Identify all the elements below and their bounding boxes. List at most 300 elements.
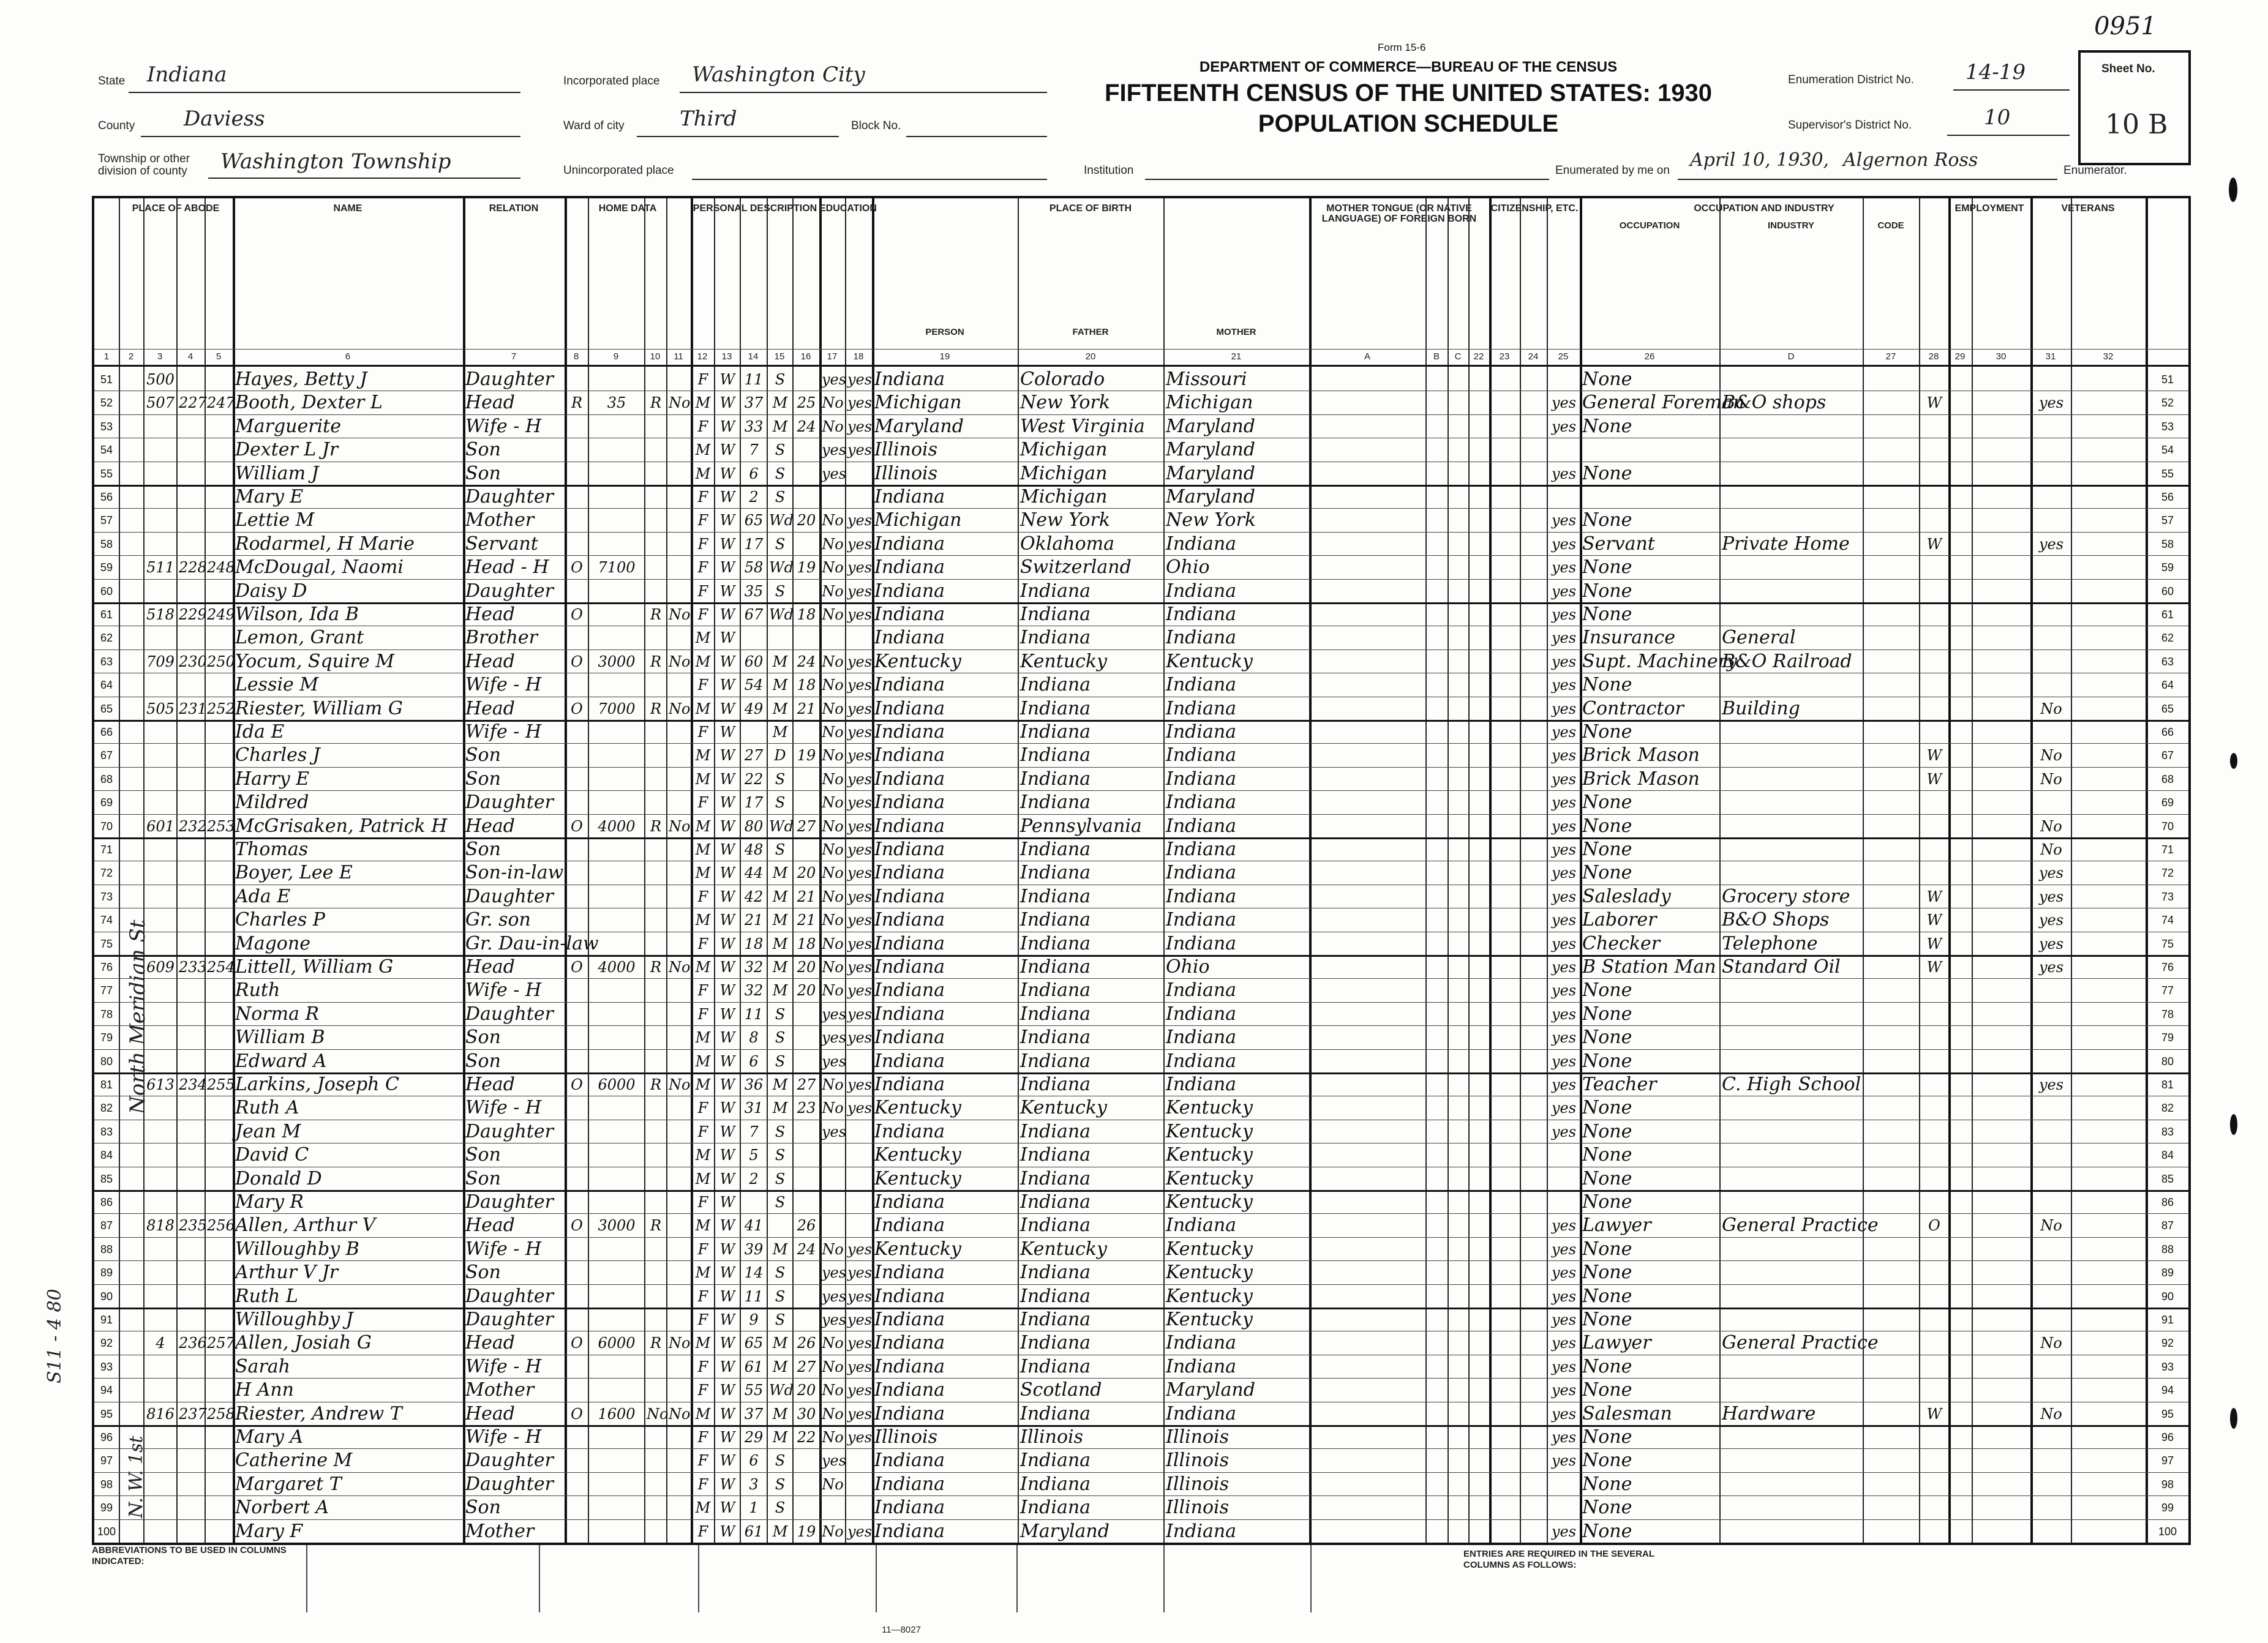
enumerated-label: Enumerated by me on bbox=[1555, 164, 1670, 177]
cell-farm: No bbox=[669, 1405, 691, 1423]
cell-sex: F bbox=[697, 1522, 708, 1540]
cell-veteran: No bbox=[2040, 747, 2062, 765]
line-number-right: 93 bbox=[2161, 1360, 2174, 1373]
state-value: Indiana bbox=[147, 62, 227, 87]
cell-relation: Head bbox=[465, 650, 516, 672]
cell-birth: Indiana bbox=[874, 1027, 945, 1049]
cell-father: Indiana bbox=[1020, 1402, 1091, 1424]
cell-father: Indiana bbox=[1020, 1191, 1091, 1213]
column-number: C bbox=[1454, 351, 1462, 362]
cell-birth: Indiana bbox=[874, 604, 945, 625]
cell-farm: No bbox=[669, 1334, 691, 1352]
column-group-header: NAME bbox=[333, 203, 362, 214]
punch-mark bbox=[2230, 753, 2237, 769]
column-number: 24 bbox=[1528, 351, 1539, 362]
cell-relation: Son bbox=[465, 1262, 501, 1284]
cell-mother: Indiana bbox=[1166, 862, 1237, 884]
cell-father: Indiana bbox=[1020, 1473, 1091, 1495]
cell-tenure: O bbox=[571, 959, 583, 976]
table-row bbox=[94, 508, 2188, 531]
cell-sex: M bbox=[695, 1217, 711, 1235]
cell-birth: Indiana bbox=[874, 697, 945, 719]
cell-english: yes bbox=[1551, 1334, 1577, 1352]
cell-birth: Indiana bbox=[874, 979, 945, 1001]
cell-tenure: O bbox=[571, 559, 583, 577]
cell-value: 4000 bbox=[598, 817, 636, 835]
sheet-label: Sheet No. bbox=[2101, 62, 2155, 75]
cell-marital: M bbox=[772, 935, 788, 952]
cell-mother: Maryland bbox=[1166, 415, 1255, 437]
cell-occupation: None bbox=[1582, 1450, 1632, 1472]
cell-father: Indiana bbox=[1020, 674, 1091, 696]
column-number: 17 bbox=[827, 351, 838, 362]
cell-school: yes bbox=[822, 465, 847, 482]
cell-read: yes bbox=[847, 1099, 873, 1117]
cell-mother: Maryland bbox=[1166, 439, 1255, 461]
cell-industry: Building bbox=[1722, 697, 1800, 719]
cell-occupation: None bbox=[1582, 1238, 1632, 1260]
cell-dwelling: 236 bbox=[179, 1334, 207, 1352]
table-row bbox=[94, 790, 2188, 814]
cell-father: Michigan bbox=[1020, 439, 1108, 461]
cell-age: 6 bbox=[749, 1452, 759, 1470]
line-number: 80 bbox=[100, 1055, 113, 1068]
cell-marital: M bbox=[772, 724, 788, 741]
cell-relation: Daughter bbox=[465, 1285, 554, 1307]
cell-read: yes bbox=[847, 747, 873, 765]
line-number-right: 57 bbox=[2161, 514, 2174, 527]
cell-sex: M bbox=[695, 1170, 711, 1188]
cell-read: yes bbox=[847, 864, 873, 882]
cell-name: Dexter L Jr bbox=[235, 439, 339, 461]
cell-race: W bbox=[719, 1334, 735, 1352]
cell-marital: M bbox=[772, 394, 788, 412]
cell-name: Ida E bbox=[235, 721, 285, 743]
cell-english: yes bbox=[1551, 959, 1577, 976]
cell-english: yes bbox=[1551, 629, 1577, 647]
cell-name: Yocum, Squire M bbox=[235, 650, 394, 672]
cell-name: Sarah bbox=[235, 1355, 290, 1377]
cell-mother: Indiana bbox=[1166, 792, 1237, 814]
table-row bbox=[94, 532, 2188, 555]
line-number-right: 63 bbox=[2161, 655, 2174, 668]
cell-mother: Indiana bbox=[1166, 1520, 1237, 1542]
cell-race: W bbox=[719, 982, 735, 1000]
cell-age-married: 24 bbox=[797, 417, 816, 435]
cell-relation: Daughter bbox=[465, 1450, 554, 1472]
cell-sex: F bbox=[697, 794, 708, 812]
line-number: 73 bbox=[100, 890, 113, 903]
cell-mother: Maryland bbox=[1166, 486, 1255, 507]
cell-sex: F bbox=[697, 1005, 708, 1023]
cell-birth: Indiana bbox=[874, 1309, 945, 1330]
cell-mother: Maryland bbox=[1166, 1379, 1255, 1401]
cell-marital: D bbox=[774, 747, 786, 765]
line-number: 91 bbox=[100, 1314, 113, 1326]
cell-occupation: None bbox=[1582, 815, 1632, 837]
cell-name: Mary A bbox=[235, 1426, 304, 1448]
cell-occupation: None bbox=[1582, 1473, 1632, 1495]
cell-occupation: Brick Mason bbox=[1582, 744, 1700, 766]
county-label: County bbox=[98, 119, 135, 132]
cell-name: William J bbox=[235, 462, 319, 484]
cell-read: yes bbox=[847, 841, 873, 858]
cell-birth: Indiana bbox=[874, 1214, 945, 1237]
line-number-right: 92 bbox=[2161, 1337, 2174, 1350]
cell-occupation: None bbox=[1582, 1355, 1632, 1377]
cell-age-married: 20 bbox=[797, 512, 816, 530]
cell-marital: S bbox=[775, 1499, 786, 1517]
cell-mother: Kentucky bbox=[1166, 1120, 1253, 1142]
cell-marital: M bbox=[772, 982, 788, 1000]
cell-industry: B&O Shops bbox=[1722, 909, 1830, 931]
column-number: 1 bbox=[103, 351, 110, 362]
cell-relation: Head bbox=[465, 1402, 516, 1424]
cell-marital: M bbox=[772, 1099, 788, 1117]
cell-mother: Indiana bbox=[1166, 1355, 1237, 1377]
cell-marital: M bbox=[772, 1240, 788, 1258]
cell-relation: Head bbox=[465, 815, 516, 837]
cell-mother: Ohio bbox=[1166, 956, 1210, 978]
table-row bbox=[94, 1495, 2188, 1519]
cell-age-married: 21 bbox=[797, 888, 816, 905]
cell-birth: Indiana bbox=[874, 1355, 945, 1377]
cell-father: Michigan bbox=[1020, 486, 1108, 507]
cell-read: yes bbox=[847, 417, 873, 435]
line-number: 79 bbox=[100, 1031, 113, 1044]
enum-district-label: Enumeration District No. bbox=[1788, 73, 1914, 86]
table-row bbox=[94, 602, 2188, 626]
supervisor-value: 10 bbox=[1984, 105, 2011, 130]
cell-birth: Indiana bbox=[874, 1285, 945, 1307]
cell-occupation: None bbox=[1582, 979, 1632, 1001]
line-number-right: 83 bbox=[2161, 1125, 2174, 1138]
cell-marital: Wd bbox=[769, 512, 794, 530]
table-row bbox=[94, 1331, 2188, 1354]
cell-age-married: 22 bbox=[797, 1429, 816, 1446]
cell-race: W bbox=[719, 1147, 735, 1164]
left-margin-note: S11 - 4 80 bbox=[44, 1289, 66, 1383]
line-number: 83 bbox=[100, 1125, 113, 1138]
cell-race: W bbox=[719, 841, 735, 858]
cell-father: Indiana bbox=[1020, 1332, 1091, 1354]
cell-name: Riester, William G bbox=[235, 697, 403, 719]
cell-read: yes bbox=[847, 1311, 873, 1328]
cell-name: Marguerite bbox=[235, 415, 341, 437]
cell-relation: Daughter bbox=[465, 580, 554, 602]
cell-race: W bbox=[719, 559, 735, 577]
cell-birth: Indiana bbox=[874, 815, 945, 837]
column-group-header: CITIZENSHIP, ETC. bbox=[1490, 203, 1579, 214]
cell-age-married: 19 bbox=[797, 559, 816, 577]
cell-marital: S bbox=[775, 1029, 786, 1047]
line-number-right: 81 bbox=[2161, 1079, 2174, 1091]
column-group-header: OCCUPATION AND INDUSTRY bbox=[1694, 203, 1834, 214]
cell-father: Indiana bbox=[1020, 604, 1091, 625]
cell-english: yes bbox=[1551, 559, 1577, 577]
column-number: 4 bbox=[187, 351, 193, 362]
cell-sex: M bbox=[695, 1334, 711, 1352]
cell-father: Maryland bbox=[1020, 1520, 1110, 1542]
cell-radio: No bbox=[647, 1405, 669, 1423]
cell-race: W bbox=[719, 959, 735, 976]
cell-value: 4000 bbox=[598, 959, 636, 976]
cell-read: yes bbox=[847, 1405, 873, 1423]
cell-marital: M bbox=[772, 1405, 788, 1423]
cell-family: 258 bbox=[207, 1405, 235, 1423]
cell-relation: Son bbox=[465, 1050, 501, 1072]
cell-occupation: None bbox=[1582, 839, 1632, 860]
cell-name: McGrisaken, Patrick H bbox=[235, 815, 448, 837]
line-number-right: 67 bbox=[2161, 749, 2174, 762]
line-number: 87 bbox=[100, 1219, 113, 1232]
cell-name: Mildred bbox=[235, 792, 309, 814]
cell-father: Indiana bbox=[1020, 885, 1091, 907]
cell-marital: M bbox=[772, 1076, 788, 1093]
cell-english: yes bbox=[1551, 1123, 1577, 1140]
cell-read: yes bbox=[847, 1029, 873, 1047]
cell-english: yes bbox=[1551, 1099, 1577, 1117]
cell-house: 4 bbox=[156, 1334, 165, 1352]
column-number: A bbox=[1364, 351, 1370, 362]
cell-birth: Indiana bbox=[874, 1262, 945, 1284]
block-label: Block No. bbox=[851, 119, 901, 132]
cell-occupation: None bbox=[1582, 1097, 1632, 1119]
cell-race: W bbox=[719, 864, 735, 882]
cell-english: yes bbox=[1551, 935, 1577, 952]
cell-english: yes bbox=[1551, 794, 1577, 812]
line-number: 98 bbox=[100, 1478, 113, 1491]
cell-birth: Indiana bbox=[874, 1120, 945, 1142]
cell-marital: S bbox=[775, 582, 786, 600]
cell-sex: M bbox=[695, 394, 711, 412]
table-row bbox=[94, 837, 2188, 861]
line-number: 92 bbox=[100, 1337, 113, 1350]
cell-read: yes bbox=[847, 653, 873, 670]
supervisor-label: Supervisor's District No. bbox=[1788, 119, 1912, 132]
cell-radio: R bbox=[650, 1217, 662, 1235]
cell-age: 14 bbox=[744, 1264, 764, 1282]
cell-mother: Indiana bbox=[1166, 932, 1237, 954]
cell-school: No bbox=[822, 582, 844, 600]
cell-birth: Indiana bbox=[874, 862, 945, 884]
ward-label: Ward of city bbox=[563, 119, 625, 132]
cell-sex: M bbox=[695, 1052, 711, 1070]
cell-marital: M bbox=[772, 1429, 788, 1446]
cell-school: No bbox=[822, 1334, 844, 1352]
incorporated-label: Incorporated place bbox=[563, 75, 660, 88]
cell-age-married: 20 bbox=[797, 864, 816, 882]
cell-relation: Son bbox=[465, 744, 501, 766]
cell-english: yes bbox=[1551, 653, 1577, 670]
cell-worker: W bbox=[1926, 747, 1942, 765]
cell-sex: F bbox=[697, 535, 708, 553]
line-number: 77 bbox=[100, 984, 113, 997]
table-row bbox=[94, 1448, 2188, 1472]
cell-race: W bbox=[719, 1217, 735, 1235]
cell-read: yes bbox=[847, 371, 873, 388]
table-row bbox=[94, 438, 2188, 461]
line-number-right: 84 bbox=[2161, 1149, 2174, 1162]
cell-farm: No bbox=[669, 1076, 691, 1093]
cell-english: yes bbox=[1551, 1005, 1577, 1023]
line-number: 97 bbox=[100, 1454, 113, 1467]
cell-school: No bbox=[822, 606, 844, 623]
cell-race: W bbox=[719, 512, 735, 530]
cell-english: yes bbox=[1551, 888, 1577, 905]
cell-radio: R bbox=[650, 700, 662, 717]
line-number-right: 69 bbox=[2161, 796, 2174, 809]
cell-name: Wilson, Ida B bbox=[235, 604, 359, 625]
table-row bbox=[94, 1167, 2188, 1190]
cell-english: yes bbox=[1551, 1240, 1577, 1258]
cell-occupation: Supt. Machinery bbox=[1582, 650, 1737, 672]
cell-name: Lemon, Grant bbox=[235, 627, 364, 649]
cell-marital: S bbox=[775, 1264, 786, 1282]
cell-race: W bbox=[719, 676, 735, 694]
cell-occupation: Saleslady bbox=[1582, 885, 1671, 907]
cell-age: 11 bbox=[744, 1287, 764, 1305]
cell-occupation: None bbox=[1582, 1050, 1632, 1072]
cell-occupation: None bbox=[1582, 1144, 1632, 1166]
cell-sex: F bbox=[697, 417, 708, 435]
line-number: 81 bbox=[100, 1079, 113, 1091]
cell-dwelling: 235 bbox=[179, 1217, 207, 1235]
cell-radio: R bbox=[650, 653, 662, 670]
cell-name: McDougal, Naomi bbox=[235, 556, 404, 578]
line-number: 69 bbox=[100, 796, 113, 809]
cell-sex: F bbox=[697, 982, 708, 1000]
cell-age: 29 bbox=[744, 1429, 764, 1446]
cell-age: 1 bbox=[749, 1499, 759, 1517]
cell-age: 11 bbox=[744, 1005, 764, 1023]
cell-read: yes bbox=[847, 911, 873, 929]
column-number: 15 bbox=[774, 351, 785, 362]
line-number-right: 100 bbox=[2158, 1525, 2177, 1538]
cell-occupation: None bbox=[1582, 415, 1632, 437]
line-number: 70 bbox=[100, 820, 113, 833]
cell-occupation: Brick Mason bbox=[1582, 768, 1700, 790]
cell-english: yes bbox=[1551, 1382, 1577, 1399]
cell-birth: Indiana bbox=[874, 1003, 945, 1025]
punch-mark bbox=[2230, 1114, 2237, 1135]
cell-name: Edward A bbox=[235, 1050, 327, 1072]
cell-name: Charles P bbox=[235, 909, 325, 931]
cell-worker: W bbox=[1926, 535, 1942, 553]
cell-relation: Daughter bbox=[465, 792, 554, 814]
cell-english: yes bbox=[1551, 1358, 1577, 1375]
cell-english: yes bbox=[1551, 1405, 1577, 1423]
cell-occupation: None bbox=[1582, 509, 1632, 531]
cell-school: No bbox=[822, 1358, 844, 1375]
abbreviations-title: ABBREVIATIONS TO BE USED IN COLUMNS INDICATED: bbox=[92, 1545, 287, 1566]
cell-race: W bbox=[719, 1264, 735, 1282]
cell-mother: Ohio bbox=[1166, 556, 1210, 578]
table-row bbox=[94, 932, 2188, 955]
table-row bbox=[94, 367, 2188, 391]
cell-mother: New York bbox=[1166, 509, 1256, 531]
cell-birth: Illinois bbox=[874, 462, 938, 484]
cell-race: W bbox=[719, 465, 735, 482]
table-row bbox=[94, 720, 2188, 743]
table-row bbox=[94, 414, 2188, 438]
cell-age-married: 18 bbox=[797, 606, 816, 623]
cell-english: yes bbox=[1551, 817, 1577, 835]
cell-sex: F bbox=[697, 1382, 708, 1399]
cell-relation: Gr. son bbox=[465, 909, 531, 931]
cell-age-married: 24 bbox=[797, 653, 816, 670]
cell-mother: Indiana bbox=[1166, 885, 1237, 907]
line-number-right: 65 bbox=[2161, 702, 2174, 715]
cell-name: Boyer, Lee E bbox=[235, 862, 353, 884]
cell-relation: Head bbox=[465, 1214, 516, 1237]
cell-read: yes bbox=[847, 817, 873, 835]
schedule-title: POPULATION SCHEDULE bbox=[1258, 110, 1559, 137]
table-row bbox=[94, 1002, 2188, 1025]
column-number: 32 bbox=[2103, 351, 2114, 362]
cell-race: W bbox=[719, 1076, 735, 1093]
cell-father: Indiana bbox=[1020, 1262, 1091, 1284]
cell-house: 518 bbox=[146, 606, 175, 623]
line-number: 55 bbox=[100, 467, 113, 480]
sheet-box bbox=[2078, 50, 2191, 165]
cell-tenure: O bbox=[571, 1076, 583, 1093]
cell-relation: Head bbox=[465, 1074, 516, 1095]
cell-name: Mary E bbox=[235, 486, 304, 507]
line-number-right: 96 bbox=[2161, 1431, 2174, 1443]
cell-mother: Kentucky bbox=[1166, 1238, 1253, 1260]
line-number: 90 bbox=[100, 1290, 113, 1303]
cell-sex: M bbox=[695, 864, 711, 882]
column-group-header: VETERANS bbox=[2061, 203, 2115, 214]
cell-father: Indiana bbox=[1020, 1450, 1091, 1472]
line-number: 85 bbox=[100, 1172, 113, 1185]
cell-industry: Grocery store bbox=[1722, 885, 1850, 907]
occupation-subheader: OCCUPATION bbox=[1619, 220, 1680, 231]
cell-english: yes bbox=[1551, 1076, 1577, 1093]
cell-sex: F bbox=[697, 1287, 708, 1305]
cell-school: No bbox=[822, 817, 844, 835]
cell-english: yes bbox=[1551, 676, 1577, 694]
cell-dwelling: 231 bbox=[179, 700, 207, 717]
cell-age: 6 bbox=[749, 465, 759, 482]
column-number: 13 bbox=[721, 351, 732, 362]
line-number-right: 79 bbox=[2161, 1031, 2174, 1044]
cell-english: yes bbox=[1551, 864, 1577, 882]
cell-value: 6000 bbox=[598, 1076, 636, 1093]
cell-father: Indiana bbox=[1020, 932, 1091, 954]
cell-school: No bbox=[822, 676, 844, 694]
cell-relation: Daughter bbox=[465, 1309, 554, 1330]
cell-relation: Head bbox=[465, 956, 516, 978]
cell-school: No bbox=[822, 1405, 844, 1423]
department-title: DEPARTMENT OF COMMERCE—BUREAU OF THE CENSUS bbox=[1199, 59, 1618, 75]
cell-age: 31 bbox=[744, 1099, 764, 1117]
line-number-right: 75 bbox=[2161, 937, 2174, 950]
cell-occupation: Checker bbox=[1582, 932, 1661, 954]
cell-industry: General Practice bbox=[1722, 1214, 1879, 1237]
cell-marital: Wd bbox=[769, 606, 794, 623]
cell-age: 3 bbox=[749, 1475, 759, 1493]
cell-father: Indiana bbox=[1020, 1050, 1091, 1072]
cell-marital: S bbox=[775, 841, 786, 858]
cell-age: 80 bbox=[744, 817, 764, 835]
line-number: 63 bbox=[100, 655, 113, 668]
cell-relation: Daughter bbox=[465, 1120, 554, 1142]
column-number: 20 bbox=[1085, 351, 1096, 362]
cell-english: yes bbox=[1551, 465, 1577, 482]
cell-relation: Daughter bbox=[465, 1473, 554, 1495]
